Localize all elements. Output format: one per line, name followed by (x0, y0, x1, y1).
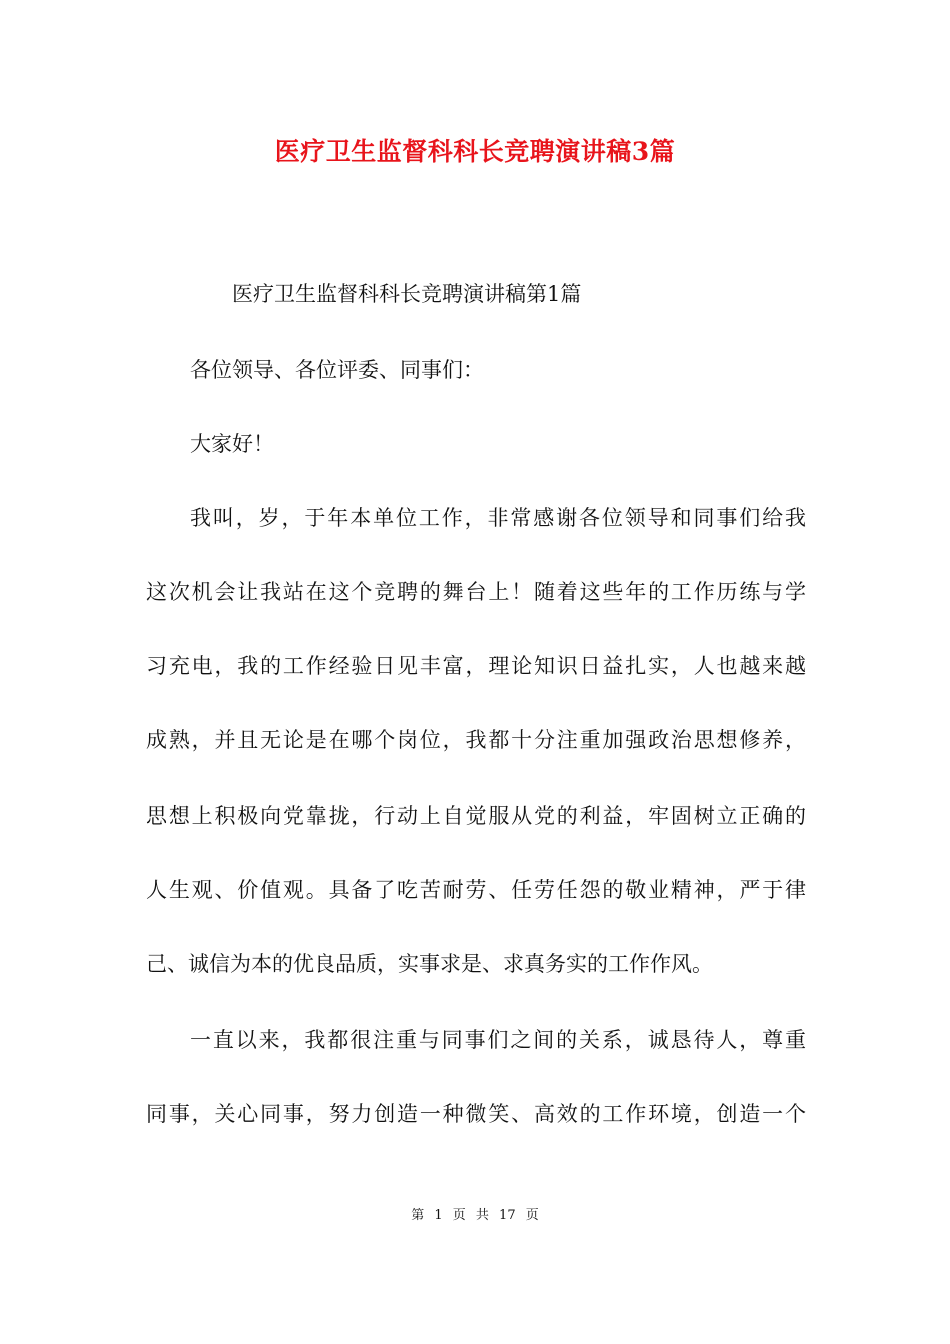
paragraph-line: 我叫，岁，于年本单位工作，非常感谢各位领导和同事们给我 (190, 506, 806, 530)
paragraph-line: 这次机会让我站在这个竞聘的舞台上！随着这些年的工作历练与学 (146, 580, 806, 604)
document-title: 医疗卫生监督科科长竞聘演讲稿3篇 (274, 137, 676, 166)
greeting: 大家好！ (190, 432, 274, 456)
paragraph-line: 习充电，我的工作经验日见丰富，理论知识日益扎实，人也越来越 (146, 654, 806, 678)
salutation: 各位领导、各位评委、同事们： (190, 358, 484, 382)
paragraph-line: 成熟，并且无论是在哪个岗位，我都十分注重加强政治思想修养， (146, 728, 806, 752)
paragraph-line: 同事，关心同事，努力创造一种微笑、高效的工作环境，创造一个 (146, 1102, 806, 1126)
page-number: 第 1 页 共 17 页 (411, 1208, 539, 1223)
paragraph-line: 人生观、价值观。具备了吃苦耐劳、任劳任怨的敬业精神，严于律 (146, 878, 806, 902)
paragraph-line: 思想上积极向党靠拢，行动上自觉服从党的利益，牢固树立正确的 (146, 804, 806, 828)
paragraph-line: 一直以来，我都很注重与同事们之间的关系，诚恳待人，尊重 (190, 1028, 806, 1052)
paragraph-line: 己、诚信为本的优良品质，实事求是、求真务实的工作作风。 (146, 952, 713, 976)
section-subtitle: 医疗卫生监督科科长竞聘演讲稿第1篇 (232, 282, 582, 306)
